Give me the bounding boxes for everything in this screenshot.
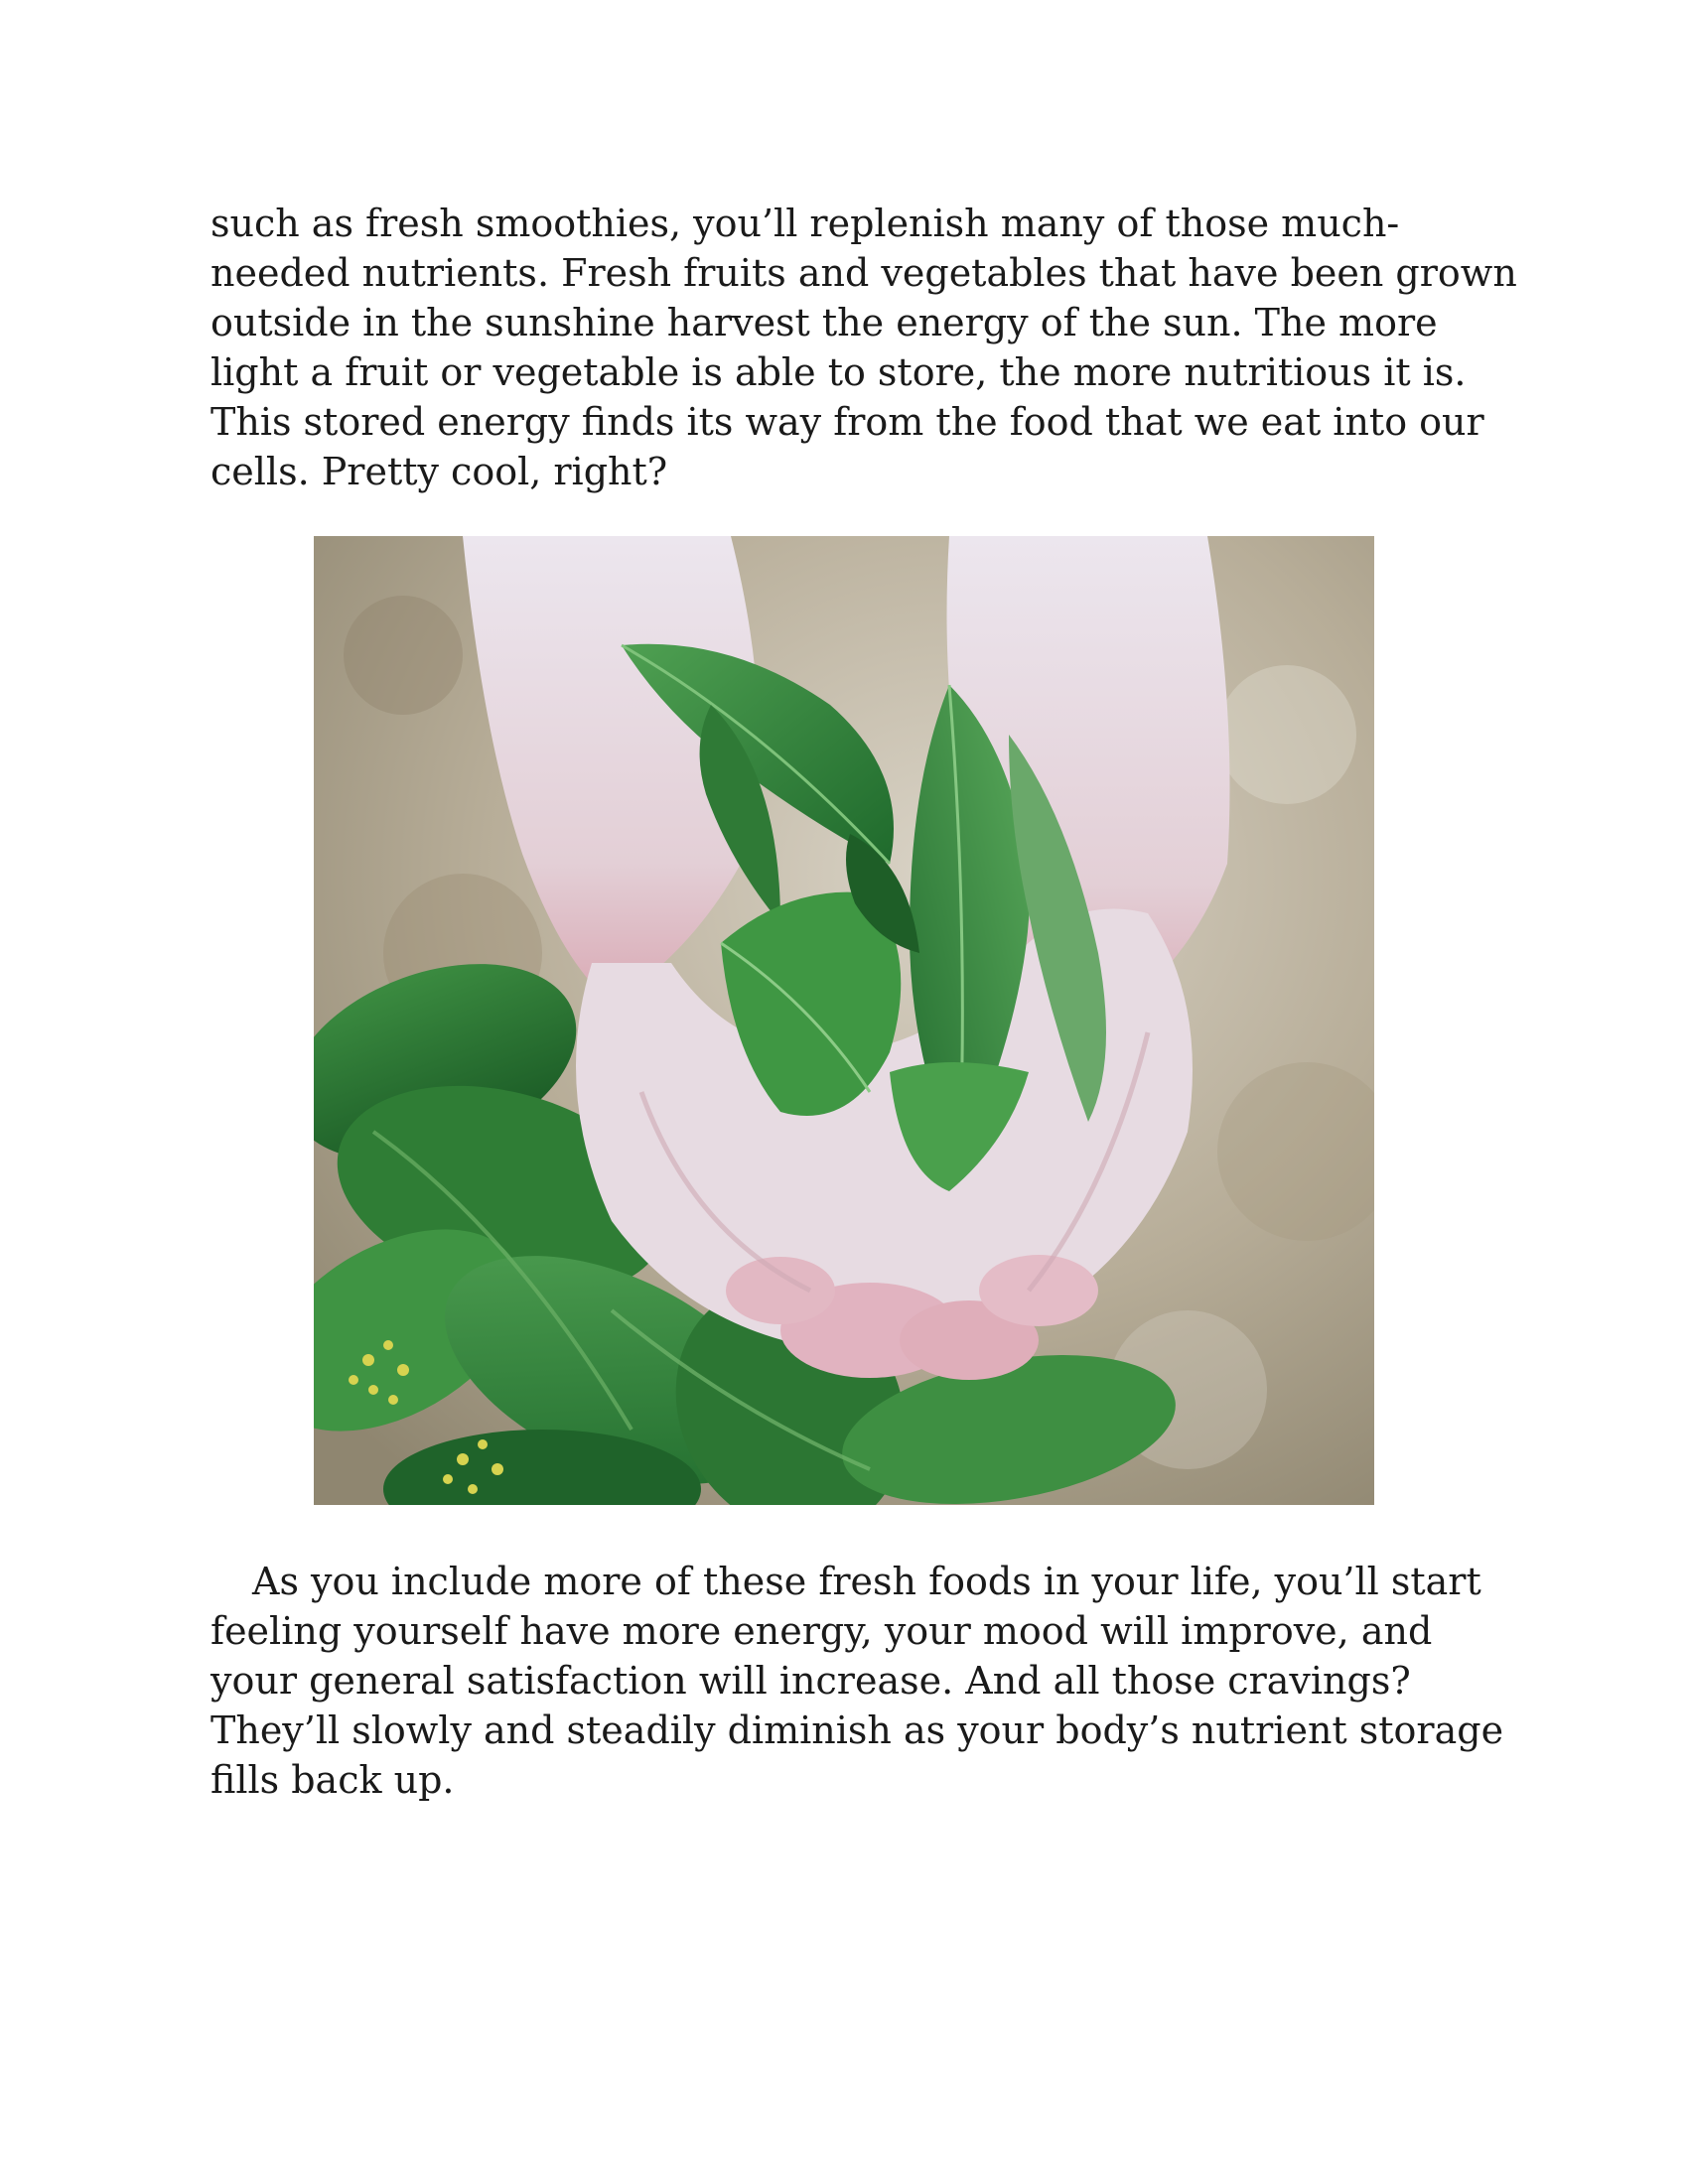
paragraph-line: cells. Pretty cool, right? [211,450,668,493]
paragraph-line: your general satisfaction will increase. And all those cravings? [211,1659,1411,1703]
paragraph-line: such as fresh smoothies, you’ll replenish many of those much- [211,202,1400,245]
photo-illustration [314,536,1374,1505]
paragraph-line: outside in the sunshine harvest the energy of the sun. The more [211,301,1438,344]
hands-holding-basil-photo [314,536,1374,1505]
paragraph-top [211,199,1517,496]
paragraph-line: fills back up. [211,1758,455,1802]
paragraph-line: feeling yourself have more energy, your mood will improve, and [211,1609,1433,1653]
paragraph-line: They’ll slowly and steadily diminish as your body’s nutrient storage [211,1708,1504,1752]
paragraph-line: This stored energy finds its way from the food that we eat into our [211,400,1484,444]
paragraph-bottom [211,1557,1504,1805]
paragraph-line: As you include more of these fresh foods in your life, you’ll start [252,1560,1481,1603]
paragraph-line: light a fruit or vegetable is able to store, the more nutritious it is. [211,350,1467,394]
paragraph-line: needed nutrients. Fresh fruits and vegetables that have been grown [211,251,1517,295]
